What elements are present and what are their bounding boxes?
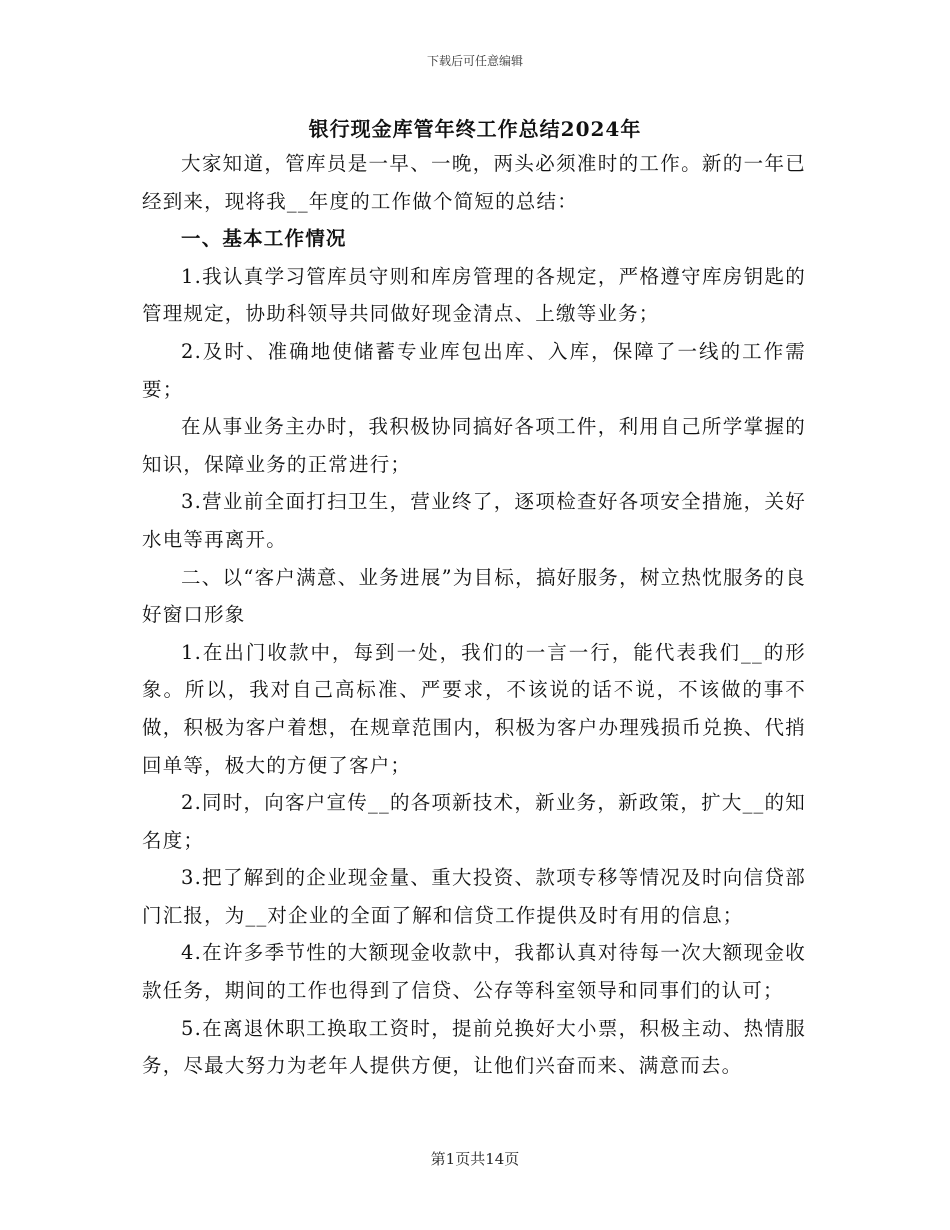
document-title: 银行现金库管年终工作总结2024年 [308,117,642,141]
page-footer: 第1页共14页 [430,1150,520,1168]
paragraph-item: 在从事业务主办时，我积极协同搞好各项工件，利用自己所学掌握的知识，保障业务的正常进行； [142,415,806,476]
header-note: 下载后可任意编辑 [426,54,523,68]
paragraph-item: 3.营业前全面打扫卫生，营业终了，逐项检查好各项安全措施，关好水电等再离开。 [142,490,806,551]
paragraph-item: 4.在许多季节性的大额现金收款中，我都认真对待每一次大额现金收款任务，期间的工作也得到了信贷、公存等科室领导和同事们的认可； [142,941,806,1003]
paragraph-item: 5.在离退休职工换取工资时，提前兑换好大小票，积极主动、热情服务，尽最大努力为老年人提供方便，让他们兴奋而来、满意而去。 [142,1016,806,1078]
document-body [142,145,806,1085]
section-heading-service: 二、以“客户满意、业务进展”为目标，搞好服务，树立热忱服务的良好窗口形象 [142,565,806,627]
paragraph-item: 2.及时、准确地使储蓄专业库包出库、入库，保障了一线的工作需要； [142,339,806,401]
paragraph-item: 1.我认真学习管库员守则和库房管理的各规定，严格遵守库房钥匙的管理规定，协助科领导共同做好现金清点、上缴等业务； [142,264,806,326]
paragraph-intro: 大家知道，管库员是一早、一晚，两头必须准时的工作。新的一年已经到来，现将我__年度的工作做个简短的总结： [142,152,806,213]
paragraph-item: 1.在出门收款中，每到一处，我们的一言一行，能代表我们__的形象。所以，我对自己高标准、严要求，不该说的话不说，不该做的事不做，积极为客户着想，在规章范围内，积极为客户办理残损币兑换、代捎回单等，极大的方便了客户； [142,640,806,777]
paragraph-item: 3.把了解到的企业现金量、重大投资、款项专移等情况及时向信贷部门汇报，为__对企业的全面了解和信贷工作提供及时有用的信息； [142,866,806,927]
section-heading-basic-work: 一、基本工作情况 [181,227,347,251]
paragraph-item: 2.同时，向客户宣传__的各项新技术，新业务，新政策，扩大__的知名度； [142,791,806,852]
